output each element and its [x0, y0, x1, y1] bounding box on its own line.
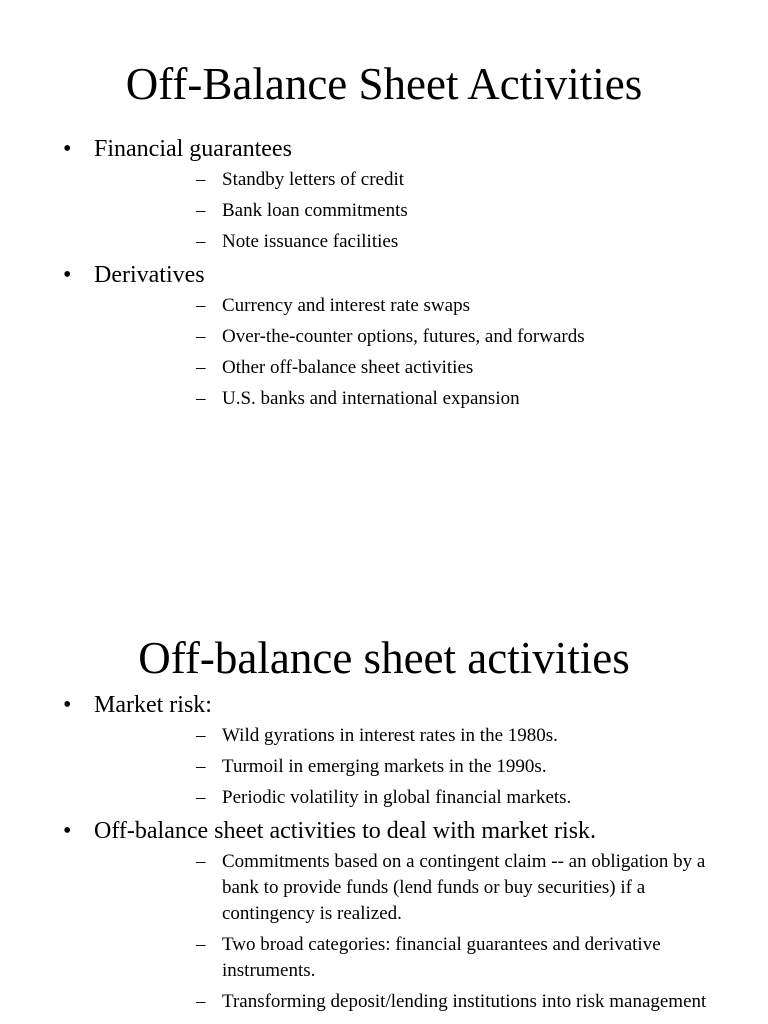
slide-title: Off-Balance Sheet Activities	[125, 59, 643, 109]
sub-bullet-text: Turmoil in emerging markets in the 1990s.	[222, 756, 547, 777]
sub-bullet-list	[94, 167, 768, 255]
bullet-item-financial-guarantees	[0, 134, 768, 255]
slide-title: Off-balance sheet activities	[138, 633, 630, 683]
bullet-list	[0, 134, 768, 417]
sub-bullet-item	[94, 229, 768, 255]
sub-bullet-text: Standby letters of credit	[222, 169, 405, 190]
dash-marker: –	[196, 295, 206, 316]
sub-bullet-list	[94, 723, 768, 811]
sub-bullet-text: Wild gyrations in interest rates in the 1980s.	[222, 725, 558, 746]
bullet-marker: •	[63, 136, 72, 162]
sub-bullet-item	[94, 355, 768, 381]
sub-bullet-text: Bank loan commitments	[222, 200, 408, 221]
sub-bullet-list	[94, 293, 768, 412]
sub-bullet-text: Note issuance facilities	[222, 231, 399, 252]
dash-marker: –	[196, 357, 206, 378]
sub-bullet-item	[94, 932, 768, 984]
sub-bullet-item	[94, 293, 768, 319]
bullet-item-off-balance-market-risk	[0, 816, 768, 1015]
sub-bullet-item	[94, 386, 768, 412]
dash-marker: –	[196, 934, 206, 955]
sub-bullet-item	[94, 324, 768, 350]
sub-bullet-text: Periodic volatility in global financial markets.	[222, 787, 572, 808]
dash-marker: –	[196, 991, 206, 1012]
sub-bullet-text: Currency and interest rate swaps	[222, 295, 470, 316]
sub-bullet-item	[94, 849, 768, 927]
bullet-text: Derivatives	[94, 262, 205, 288]
sub-bullet-item	[94, 785, 768, 811]
dash-marker: –	[196, 725, 206, 746]
sub-bullet-item	[94, 167, 768, 193]
sub-bullet-item	[94, 754, 768, 780]
sub-bullet-item	[94, 723, 768, 749]
sub-bullet-list	[94, 849, 768, 1015]
bullet-text: Market risk:	[94, 692, 212, 718]
dash-marker: –	[196, 388, 206, 409]
dash-marker: –	[196, 851, 206, 872]
dash-marker: –	[196, 326, 206, 347]
bullet-item-derivatives	[0, 260, 768, 412]
dash-marker: –	[196, 787, 206, 808]
bullet-list	[0, 690, 768, 1020]
slide-2	[0, 512, 768, 1024]
sub-bullet-text: Commitments based on a contingent claim -- an obligation by a bank to provide funds (lend funds or buy securities) if a contingency is realized.	[222, 851, 706, 924]
sub-bullet-item	[94, 989, 768, 1015]
dash-marker: –	[196, 756, 206, 777]
sub-bullet-item	[94, 198, 768, 224]
sub-bullet-text: Over-the-counter options, futures, and forwards	[222, 326, 585, 347]
dash-marker: –	[196, 169, 206, 190]
dash-marker: –	[196, 200, 206, 221]
sub-bullet-text: Other off-balance sheet activities	[222, 357, 474, 378]
sub-bullet-text: Two broad categories: financial guarantees and derivative instruments.	[222, 934, 661, 981]
bullet-text: Off-balance sheet activities to deal with market risk.	[94, 818, 597, 844]
bullet-marker: •	[63, 262, 72, 288]
bullet-marker: •	[63, 692, 72, 718]
sub-bullet-text: Transforming deposit/lending institutions into risk management	[222, 991, 707, 1012]
dash-marker: –	[196, 231, 206, 252]
bullet-text: Financial guarantees	[94, 136, 292, 162]
bullet-item-market-risk	[0, 690, 768, 811]
sub-bullet-text: U.S. banks and international expansion	[222, 388, 520, 409]
bullet-marker: •	[63, 818, 72, 844]
